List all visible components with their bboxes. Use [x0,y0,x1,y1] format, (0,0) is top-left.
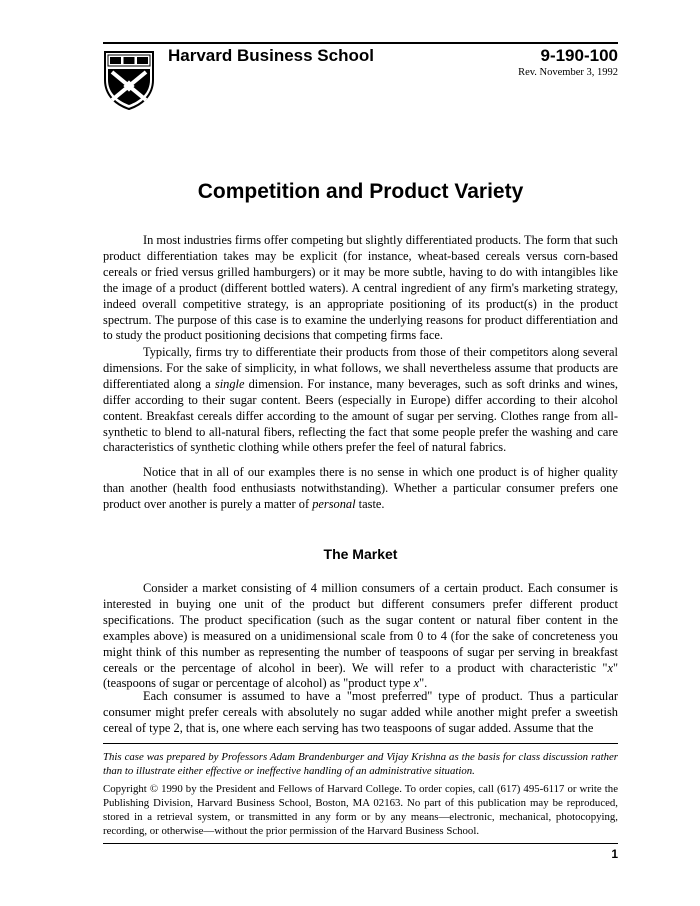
preparation-note: This case was prepared by Professors Adam Brandenburger and Vijay Krishna as the basis for class discussion rather than to illustrate either effective or ineffective handling of an administrative situation. [103,751,618,777]
paragraph-text: dimension. For instance, many beverages, such as soft drinks and wines, differ according to their sugar content. Beers (especially in Europe) differ according to their alcohol content. Breakfast cereals differ according to the amount of sugar per serving. Clothes range from all-synthetic to blend to all-natural fibers, reflecting the fact that some people prefer the washing and care characteristics of synthetic clothing while others prefer the feel of natural fabrics. [103,376,618,455]
paragraph [103,689,618,737]
footnote-rule [103,743,618,744]
page-number: 1 [611,847,618,861]
document-title: Competition and Product Variety [197,180,524,203]
revision-date: Rev. November 3, 1992 [518,67,618,78]
paragraph-text: ". [419,676,428,691]
paragraph-text: Consider a market consisting of 4 million consumers of a certain product. Each consumer is interested in buying one unit of the product but different consumers prefer different product specifications. The product specification (such as the sugar content or natural fiber content in the examples above) is measured on a unidimensional scale from 0 to 4 (for the sake of concreteness you might think of this number as representing the number of teaspoons of sugar per serving in breakfast cereals or the percentage of alcohol in beer). We will refer to a product with characteristic " [103,581,618,675]
copyright-notice: Copyright © 1990 by the President and Fellows of Harvard College. To order copies, call (617) 495-6117 or write the Publishing Division, Harvard Business School, Boston, MA 02163. No part of this publication may be reproduced, stored in a retrieval system, or transmitted in any form or by any means—electronic, mechanical, photocopying, recording, or otherwise—without the prior permission of the Harvard Business School. [103,783,618,837]
paragraph-text: taste. [355,496,385,511]
paragraph [103,581,618,692]
footer-rule [103,843,618,844]
paragraph [103,465,618,513]
italic-text: single [214,376,245,391]
paragraph-text: " (teaspoons of sugar or percentage of alcohol) as "product type [103,660,618,691]
italic-text: x [413,676,420,691]
paragraph-text: Typically, firms try to differentiate their products from those of their competitors along several dimensions. For the sake of simplicity, in what follows, we shall nevertheless assume that products are differentiated along a [103,345,618,391]
harvard-shield-logo [103,50,155,110]
italic-text: x [607,660,613,675]
case-number: 9-190-100 [540,46,618,65]
paragraph-text: Notice that in all of our examples there is no sense in which one product is of higher quality than another (health food enthusiasts notwithstanding). Whether a particular consumer prefers one product over another is purely a matter of [103,465,618,511]
header-rule [103,42,618,44]
paragraph-text: In most industries firms offer competing but slightly differentiated products. The form that such product differentiation takes may be explicit (for instance, wheat-based cereals versus corn-based cereals or fried versus grilled hamburgers) or it may be more subtle, having to do with intangibles like the image of a product (different bottled waters). A central ingredient of any firm's marketing strategy, indeed overall competitive strategy, is an appropriate positioning of its product(s) in the product spectrum. The purpose of this case is to examine the underlying reasons for product differentiation and to study the product positioning decisions that competing firms face. [103,233,618,343]
paragraph [103,233,618,344]
paragraph [103,345,618,456]
italic-text: personal [312,496,356,511]
paragraph-text: Each consumer is assumed to have a "most preferred" type of product. Thus a particular consumer might prefer cereals with absolutely no sugar added while another might prefer a sweetish cereal of type 2, that is, one where each serving has two teaspoons of sugar added. Assume that the [103,689,618,735]
section-heading: The Market [323,546,398,562]
institution-name: Harvard Business School [168,46,374,65]
